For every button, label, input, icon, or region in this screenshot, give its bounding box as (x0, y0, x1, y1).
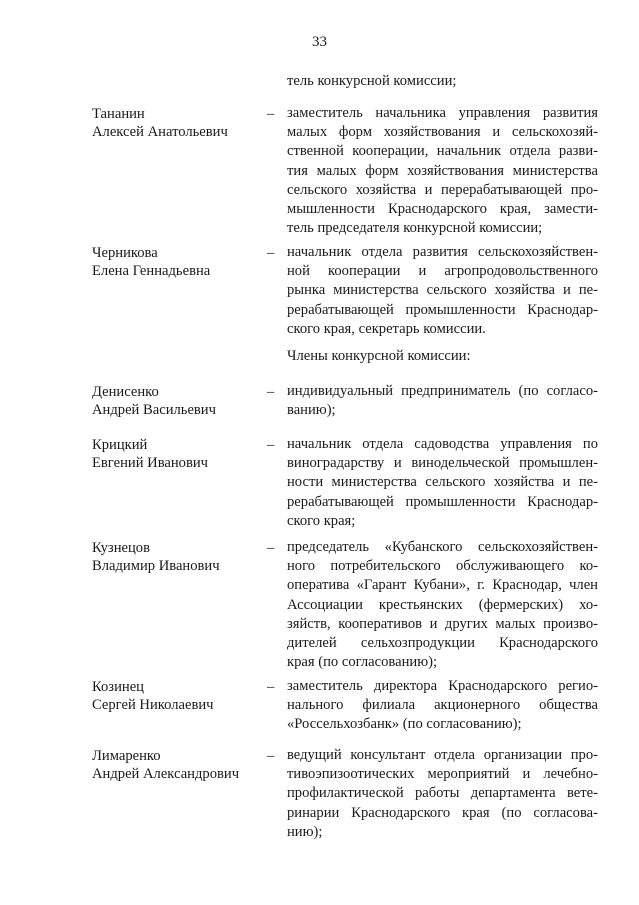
continuation-line: тель конкурсной комиссии; (287, 73, 457, 89)
dash-separator: – (267, 106, 275, 122)
members-heading: Члены конкурсной комиссии: (287, 348, 471, 364)
description-line: рерабатывающей промышленности Краснодар- (287, 493, 598, 510)
member-description (287, 538, 598, 672)
member-given-names: Евгений Иванович (92, 455, 209, 472)
member-given-names: Андрей Александрович (92, 766, 240, 783)
member-surname: Денисенко (92, 384, 159, 400)
member-given-names: Елена Геннадьевна (92, 263, 211, 280)
description-line: «Россельхозбанк» (по согласованию); (287, 716, 522, 733)
member-given-names: Сергей Николаевич (92, 697, 214, 714)
dash-separator: – (267, 437, 275, 453)
description-line: нию); (287, 823, 323, 840)
description-line: ственной кооперации, начальник отдела разви- (287, 143, 598, 160)
member-surname: Кузнецов (92, 540, 150, 556)
dash-separator: – (267, 679, 275, 695)
member-surname: Козинец (92, 679, 144, 695)
description-line: Ассоциации крестьянских (фермерских) хо- (287, 596, 598, 613)
member-name (92, 747, 239, 784)
description-line: ванию); (287, 402, 336, 419)
description-line: виноградарству и винодельческой промышлен- (287, 455, 598, 472)
member-description (287, 243, 598, 339)
description-line: рынка министерства сельского хозяйства и пе- (287, 282, 598, 299)
description-line: тивоэпизоотических мероприятий и лечебно- (287, 766, 598, 783)
description-line: ского края, секретарь комиссии. (287, 320, 486, 337)
description-line: ринарии Краснодарского края (по согласова- (287, 804, 598, 821)
description-line: индивидуальный предприниматель (по согласо- (287, 383, 598, 399)
description-line: тия малых форм хозяйствования министерства (287, 162, 598, 179)
member-given-names: Андрей Васильевич (92, 402, 216, 419)
description-line: ной кооперации и агропродовольственного (287, 263, 598, 280)
member-name (92, 539, 220, 576)
description-line: зяйств, кооперативов и других малых произво- (287, 615, 598, 632)
description-line: председатель «Кубанского сельскохозяйствен- (287, 539, 598, 555)
description-line: дителей сельхозпродукции Краснодарского (287, 635, 598, 652)
description-line: профилактической работы департамента вете- (287, 785, 598, 802)
member-given-names: Алексей Анатольевич (92, 124, 228, 141)
description-line: начальник отдела садоводства управления по (287, 436, 598, 452)
member-given-names: Владимир Иванович (92, 558, 220, 575)
member-surname: Тананин (92, 106, 145, 122)
member-surname: Лимаренко (92, 748, 161, 764)
member-description (287, 104, 598, 238)
member-name (92, 105, 228, 142)
description-line: ского края; (287, 512, 356, 529)
description-line: ведущий консультант отдела организации про- (287, 747, 598, 763)
member-description (287, 435, 598, 531)
dash-separator: – (267, 748, 275, 764)
description-line: нального филиала акционерного общества (287, 697, 598, 714)
dash-separator: – (267, 540, 275, 556)
description-line: ного потребительского обслуживающего ко- (287, 558, 598, 575)
member-surname: Черникова (92, 245, 158, 261)
description-line: заместитель директора Краснодарского регио- (287, 678, 598, 694)
description-line: мышленности Краснодарского края, замести- (287, 201, 598, 218)
description-line: рерабатывающей промышленности Краснодар- (287, 301, 598, 318)
description-line: оператива «Гарант Кубани», г. Краснодар, член (287, 577, 598, 594)
member-name (92, 678, 214, 715)
page-number: 33 (312, 34, 327, 50)
member-name (92, 383, 216, 420)
description-line: заместитель начальника управления развития (287, 105, 598, 121)
member-name (92, 436, 208, 473)
member-name (92, 244, 210, 281)
member-surname: Крицкий (92, 437, 148, 453)
description-line: тель председателя конкурсной комиссии; (287, 220, 543, 237)
dash-separator: – (267, 245, 275, 261)
description-line: начальник отдела развития сельскохозяйствен- (287, 244, 598, 260)
description-line: малых форм хозяйствования и сельскохозяй- (287, 124, 598, 141)
dash-separator: – (267, 384, 275, 400)
member-description (287, 746, 598, 842)
description-line: ности министерства сельского хозяйства и пе- (287, 474, 598, 491)
member-description (287, 382, 598, 420)
description-line: края (по согласованию); (287, 654, 438, 671)
member-description (287, 677, 598, 735)
description-line: сельского хозяйства и перерабатывающей про- (287, 181, 598, 198)
